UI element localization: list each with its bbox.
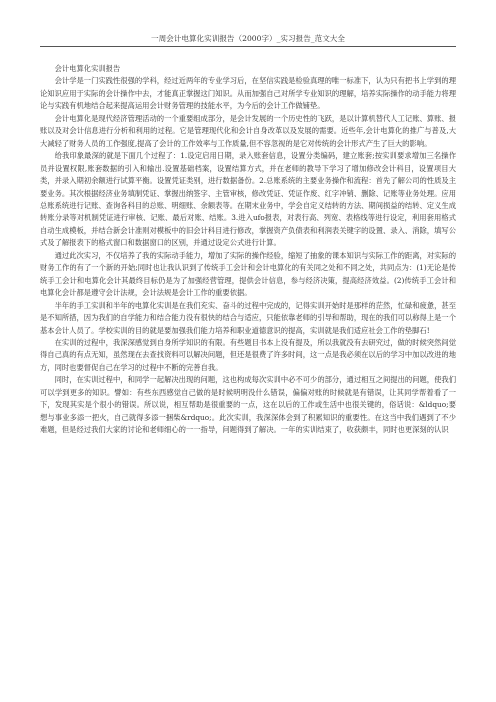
paragraph-half-year: 半年的手工实训和半年的电算化实训是在我们充实、奋斗的过程中完成的，记得实训开始时是那样的茫然，忙碌和疲惫，甚至是不知所措，因为我们的自学能力和结合能力没有很快的结合与适应，只能依靠老师的引导和帮助，现在的我们可以称得上是一个基本会计人员了。学校实训的目的就是要加强我们能力培养和职业道德意识的提高，实训就是我们适应社会工作的垫脚石!: [40, 300, 456, 335]
section-heading: 会计电算化实训报告: [54, 64, 121, 73]
title-underline: [40, 46, 456, 47]
paragraph-process: 给我印象最深的就是下面几个过程了：1.设定启用日期，录入账套信息，设置分类编码，建立账套;按实训要求增加三名操作员并设置权限,账套数据的引入和输出.设置基础档案，设置结算方式，并在老师的教导下学习了增加修改会计科目，设置项目大类，并录入期初余额进行试算平衡。设置凭证类别，进行数据备份。2.总账系统的主要业务操作和流程：首先了解公司的性质及主要业务。其次根据经济业务填制凭证、掌握出纳签字、主管审核，修改凭证、凭证作废、红字冲销、删除、记账等业务处理。应用总账系统进行记账、查询各科目的总账、明细账、余额表等。在期末业务中，学会自定义结转的方法、期间损益的结转、定义生成转账分录等对机制凭证进行审核、记账、最后对账、结账。3.进入ufo报表，对表行高、列宽、表格线等进行设定，利用套用格式自动生成模板，并结合新会计准则对模板中的旧会计科目进行修改，掌握资产负债表和利润表关键字的设置、录入、消除，填写公式及了解报表下的格式窗口和数据窗口的区别，并通过设定公式进行计算。: [40, 151, 456, 248]
document-title: 一周会计电算化实训报告（2000字）_实习报告_范文大全: [151, 34, 345, 43]
paragraph-comparison: 通过此次实习，不仅培养了我的实际动手能力，增加了实际的操作经验，缩短了抽象的课本知识与实际工作的距离，对实际的财务工作的有了一个新的开始;同时也让我认识到了传统手工会计和会计电算化的有关同之处和不同之处，共同点为：(1)无论是传统手工会计和电算化会计其最终目标仍是为了加强经营管理，提供会计信息，参与经济决策，提高经济效益。(2)传统手工会计和电算化会计都是遵守会计法规，会计法规是会计工作的重要依据。: [40, 250, 456, 298]
paragraph-intro: 会计学是一门实践性很强的学科，经过近两年的专业学习后，在坚信实践是检验真理的唯一标准下，认为只有把书上学到的理论知识应用于实际的会计操作中去，才能真正掌握这门知识。从而加强自己对所学专业知识的理解，培养实际操作的动手能力将理论与实践有机地结合起来提高运用会计财务管理的技能水平，为今后的会计工作做铺垫。: [40, 76, 456, 111]
paragraph-definition: 会计电算化是现代经济管理活动的一个重要组成部分，是会计发展的一个历史性的飞跃，是以计算机替代人工记账、算账、报账以及对会计信息进行分析和利用的过程。它是管理现代化和会计自身改革以及发展的需要。近些年,会计电算化的推广与普及,大大减轻了财务人员的工作强度,提高了会计的工作效率与工作质量,但不容忽视的是它对传统的会计形式产生了巨大的影响。: [40, 113, 456, 148]
paragraph-reflection: 在实训的过程中，我深深感觉到自身所学知识的有限。有些题目书本上没有提及，所以我就没有去研究过，做的时候突然间觉得自己真的有点无知，虽然现在去查找资料可以解决问题，但还是很费了许多时间，这一点是我必须在以后的学习中加以改进的地方，同时也要督促自己在学习的过程中不断的完善自我。: [40, 337, 456, 372]
paragraph-teamwork: 同时，在实训过程中，和同学一起解决出现的问题，这也构成每次实训中必不可少的部分，通过相互之间提出的问题，使我们可以学到更多的知识。譬如：有些东西感觉自己做的是时候明明没什么错误，偏偏对账的时候就是有错误，让其同学帮着看了一下，发现其实是个很小的错误。所以说，相互帮助是很重要的一点，这在以后的工作或生活中也很关键的，俗话说：&ldquo;要想与事业多添一把火，自己就得多添一捆柴&rdquo;。此次实训，我深深体会到了积累知识的重要性。在这当中我们遇到了不少难题，但是经过我们大家的讨论和老师细心的一一指导，问题得到了解决。一年的实训结束了，收获颇丰，同时也更深刻的认识: [40, 375, 456, 435]
